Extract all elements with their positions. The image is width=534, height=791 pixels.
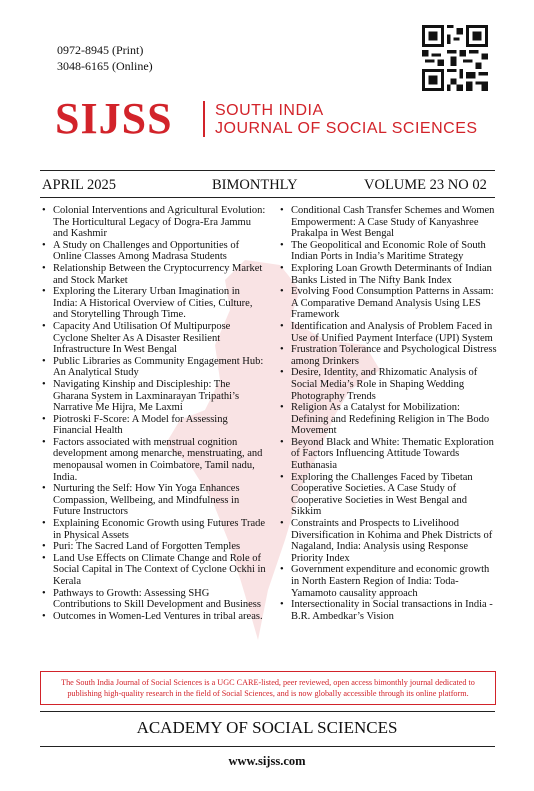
divider-publisher-bottom: [40, 746, 495, 747]
article-title: • Evolving Food Consumption Patterns in Assam: A Comparative Demand Analysis Using LES Framework: [279, 286, 499, 321]
article-title: • Navigating Kinship and Discipleship: The Gharana System in Laxminarayan Tripathi’s Narrative Me Hijra, Me Laxmi: [41, 379, 266, 414]
logo-line-1: SOUTH INDIA: [215, 102, 324, 119]
website-link[interactable]: www.sijss.com: [228, 754, 306, 768]
article-title: • Conditional Cash Transfer Schemes and Women Empowerment: A Case Study of Kanyashree Prakalpa in West Bengal: [279, 205, 499, 240]
article-title: • Identification and Analysis of Problem Faced in Use of Unified Payment Interface (UPI) System: [279, 321, 499, 344]
article-title: • Exploring the Challenges Faced by Tibetan Cooperative Societies. A Case Study of Cooperative Societies in West Bengal and Sikkim: [279, 472, 499, 518]
divider-publisher-top: [40, 711, 495, 712]
article-title: • Land Use Effects on Climate Change and Role of Social Capital in The Context of Cyclone Ockhi in Kerala: [41, 553, 266, 588]
contents-right-list: [279, 205, 499, 622]
contents-left-column: [41, 205, 266, 622]
issue-volume: VOLUME 23 NO 02: [364, 177, 487, 193]
contents-right-column: [279, 205, 499, 622]
article-title: • Explaining Economic Growth using Futures Trade in Physical Assets: [41, 518, 266, 541]
article-title: • Desire, Identity, and Rhizomatic Analysis of Social Media’s Role in Shaping Wedding Photography Trends: [279, 367, 499, 402]
article-title: • Pathways to Growth: Assessing SHG Contributions to Skill Development and Business: [41, 588, 266, 611]
issn-print: 0972-8945 (Print): [57, 43, 144, 57]
article-title: • Intersectionality in Social transactions in India - B.R. Ambedkar’s Vision: [279, 599, 499, 622]
divider-top: [40, 170, 495, 171]
article-title: • Capacity And Utilisation Of Multipurpose Cyclone Shelter As A Disaster Resilient Infrastructure In West Bengal: [41, 321, 266, 356]
issn-online: 3048-6165 (Online): [57, 59, 153, 73]
about-journal-box: The South India Journal of Social Sciences is a UGC CARE-listed, peer reviewed, open access bimonthly journal dedicated to publishing high-quality research in the field of Social Sciences, and is now globally accessible through its online platform.: [40, 671, 496, 705]
article-title: • Frustration Tolerance and Psychological Distress among Drinkers: [279, 344, 499, 367]
article-title: • Constraints and Prospects to Livelihood Diversification in Kohima and Phek Districts of Nagaland, India: Analysis using Response Priority Index: [279, 518, 499, 564]
logo-full-name: [215, 102, 478, 138]
publisher-name: ACADEMY OF SOCIAL SCIENCES: [136, 718, 398, 737]
logo-line-2: JOURNAL OF SOCIAL SCIENCES: [215, 120, 478, 137]
contents-left-list: [41, 205, 266, 622]
article-title: • The Geopolitical and Economic Role of South Indian Ports in India’s Maritime Strategy: [279, 240, 499, 263]
article-title: • Relationship Between the Cryptocurrency Market and Stock Market: [41, 263, 266, 286]
qr-code-icon: [422, 25, 488, 91]
article-title: • Colonial Interventions and Agricultural Evolution: The Horticultural Legacy of Dogra-Era Jammu and Kashmir: [41, 205, 266, 240]
article-title: • Government expenditure and economic growth in North Eastern Region of India: Toda-Yamamoto causality approach: [279, 564, 499, 599]
issue-date: APRIL 2025: [42, 177, 116, 193]
article-title: • Public Libraries as Community Engagement Hub: An Analytical Study: [41, 356, 266, 379]
article-title: • Exploring Loan Growth Determinants of Indian Banks Listed in The Nifty Bank Index: [279, 263, 499, 286]
article-title: • Religion As a Catalyst for Mobilization: Defining and Redefining Religion in The Bodo Movement: [279, 402, 499, 437]
article-title: • Beyond Black and White: Thematic Exploration of Factors Influencing Attitude Towards Euthanasia: [279, 437, 499, 472]
article-title: • Piotroski F-Score: A Model for Assessing Financial Health: [41, 414, 266, 437]
article-title: • Puri: The Sacred Land of Forgotten Temples: [41, 541, 266, 553]
logo-divider: [203, 101, 205, 137]
article-title: • Nurturing the Self: How Yin Yoga Enhances Compassion, Wellbeing, and Mindfulness in Future Instructors: [41, 483, 266, 518]
article-title: • Outcomes in Women-Led Ventures in tribal areas.: [41, 611, 266, 623]
article-title: • A Study on Challenges and Opportunities of Online Classes Among Madrasa Students: [41, 240, 266, 263]
logo-abbreviation: SIJSS: [55, 94, 173, 143]
issn-block: [57, 42, 153, 74]
journal-logo: [55, 95, 485, 143]
article-title: • Factors associated with menstrual cognition development among menarche, menstruating, and menopausal women in Coimbatore, Tamil nadu, India.: [41, 437, 266, 483]
issue-frequency: BIMONTHLY: [212, 177, 298, 193]
divider-bottom: [40, 197, 495, 198]
article-title: • Exploring the Literary Urban Imagination in India: A Historical Overview of Cities, Culture, and Storytelling Through Time.: [41, 286, 266, 321]
